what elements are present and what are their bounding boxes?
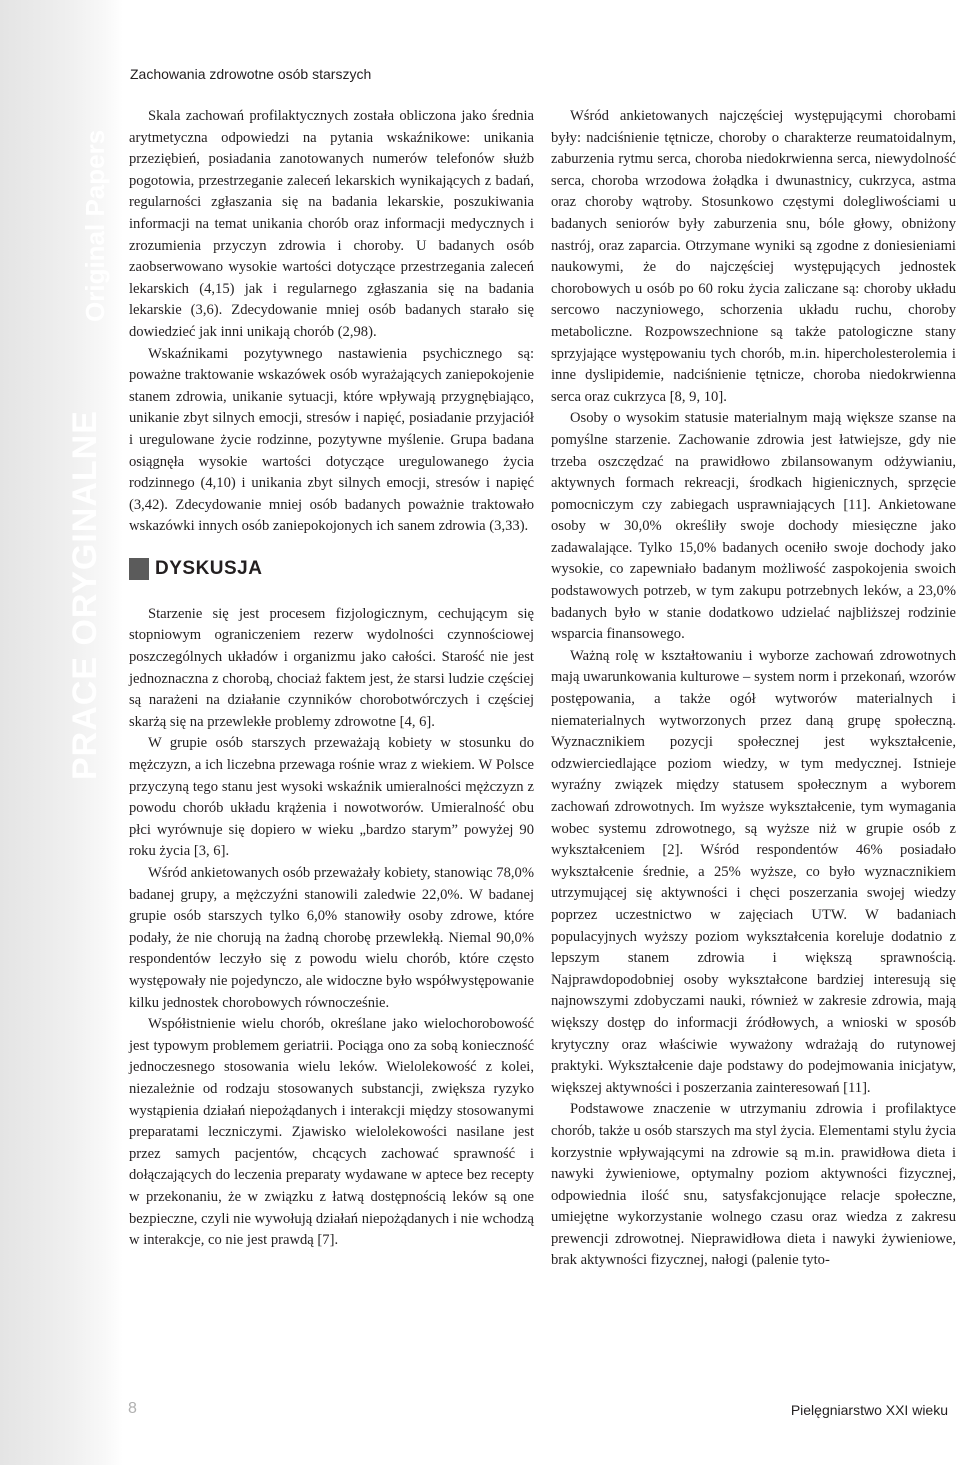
sidebar-band [0,0,123,1465]
section-heading [129,558,534,580]
running-head: Zachowania zdrowotne osób starszych [130,66,372,82]
paragraph: Wskaźnikami pozytywnego nastawienia psychicznego są: poważne traktowanie wskazówek osób wyrażających zaniepokojenie stanem zdrowia, unikanie sytuacji, które wpływają przygnębiająco, unikanie zbyt silnych emocji, stresów i napięć, posiadanie przyjaciół i uregulowane życie rodzinne, pozytywne myślenie. Grupa badana osiągnęła wysokie wartości dotyczące uregulowanego życia rodzinnego (4,10) i unikania zbyt silnych emocji, stresów i napięć (3,42). Zdecydowanie mniej osób badanych poważnie traktowało wskazówki innych osób zaniepokojonych ich sanem zdrowia (3,33). [129,345,534,535]
paragraph: Podstawowe znaczenie w utrzymaniu zdrowia i profilaktyce chorób, także u osób starszych ma styl życia. Elementami stylu życia korzystnie wpływającymi na zdrowie są m.in. prawidłowa dieta i nawyki żywieniowe, optymalny poziom aktywności fizycznej, odpowiednia ilość snu, satysfakcjonujące relacje społeczne, umiejętne wykorzystanie wolnego czasu oraz wiedza z zakresu prewencji zdrowotnej. Nieprawidłowa dieta i nawyki żywieniowe, brak aktywności fizycznej, nałogi (palenie tyto- [551,1101,956,1269]
paragraph: Starzenie się jest procesem fizjologicznym, cechującym się stopniowym ograniczeniem rezerw wydolności czynnościowej poszczególnych układów i organizmu jako całości. Starość nie jest jednoznaczna z chorobą, chociaż faktem jest, że starsi ludzie częściej są narażeni na działanie czynników chorobotwórczych i częściej skarżą się na przewlekłe problemy zdrowotne [4, 6]. [129,605,534,730]
paragraph: W grupie osób starszych przeważają kobiety w stosunku do mężczyzn, a ich liczebna przewaga rośnie wraz z wiekiem. W Polsce przyczyną tego stanu jest wysoki wskaźnik umieralności mężczyzn z powodu chorób układu krążenia i nowotworów. Umieralność obu płci wyrównuje się dopiero w wieku „bardzo starym” powyżej 90 roku życia [3, 6]. [129,735,534,860]
paragraph: Osoby o wysokim statusie materialnym mają większe szanse na pomyślne starzenie. Zachowanie zdrowia jest łatwiejsze, gdy nie trzeba oszczędzać na prawidłowo zbilansowanym odżywianiu, aktywnych formach rekreacji, środkach higienicznych, sprzęcie pomocniczym czy zabiegach usprawniających [11]. Ankietowane osoby w 30,0% określiły swoje dochody miesięczne jako zadawalające. Tylko 15,0% badanych oceniło swoje dochody jako wysokie, co zapewniało badanym możliwość zaspokojenia swoich podstawowych potrzeb, w tym zakupu potrzebnych leków, a 23,0% badanych było w stanie dodatkowo udzielać najbliższej rodzinie wsparcia finansowego. [551,410,956,643]
paragraph: Wśród ankietowanych najczęściej występującymi chorobami były: nadciśnienie tętnicze, choroby o charakterze reumatoidalnym, zaburzenia rytmu serca, choroba niedokrwienna serca, niewydolność serca, choroba wrzodowa żołądka i dwunastnicy, cukrzyca, astma oraz choroby wątroby. Stosunkowo częstymi dolegliwościami u badanych seniorów były zaburzenia snu, bóle głowy, obniżony nastrój, oraz zaparcia. Otrzymane wyniki są zgodne z doniesieniami naukowymi, że do najczęściej występujących jednostek chorobowych u osób po 60 roku życia zaliczane są: choroby układu sercowo naczyniowego, schorzenia układu ruchu, choroby metaboliczne. Rozpowszechnione są także patologiczne stany sprzyjające występowaniu tych chorób, m.in. hipercholesterolemia i inne dyslipidemie, nadciśnienie tętnicze, choroba niedokrwienna serca oraz cukrzyca [8, 9, 10]. [551,108,956,405]
paragraph: Współistnienie wielu chorób, określane jako wielochorobowość jest typowym problemem geriatrii. Pociąga ono za sobą konieczność jednoczesnego stosowania wielu leków. Wielolekowość z kolei, niezależnie od rodzaju stosowanych substancji, zwiększa ryzyko wystąpienia działań niepożądanych i interakcji między stosowanymi preparatami leczniczymi. Zjawisko wielolekowości nasilane jest przez samych pacjentów, chcących zachować sprawność i dołączających do leczenia preparaty wydawane w aptece bez recepty w przekonaniu, że w związku z łatwą dostępnością leków są one bezpieczne, czyli nie wywołują działań niepożądanych i nie wchodzą w interakcje, co nie jest prawdą [7]. [129,1016,534,1249]
paragraph: Wśród ankietowanych osób przeważały kobiety, stanowiąc 78,0% badanej grupy, a mężczyźni stanowili zaledwie 22,0%. W badanej grupie osób starszych tylko 6,0% stanowiły osoby zdrowe, które podały, że nie chorują na żadną chorobę przewlekłą. Niemal 90,0% respondentów leczyło się z powodu wielu chorób, które często występowały nie pojedynczo, ale widoczne było współwystępowanie kilku jednostek chorobowych równocześnie. [129,865,534,1011]
right-column [551,106,956,1272]
journal-name: Pielęgniarstwo XXI wieku [790,1402,948,1418]
section-label-vertical: PRACE ORYGINALNE [66,410,104,780]
paragraph: Skala zachowań profilaktycznych została obliczona jako średnia arytmetyczna odpowiedzi na pytania wskaźnikowe: unikania przeziębień, posiadania zanotowanych numerów telefonów służb pogotowia, przestrzeganie zaleceń lekarskich wynikających z badań, regularności zgłaszania się na badania lekarskie, poszukiwania informacji na temat unikania chorób oraz informacji medycznych i zrozumienia przyczyn zdrowia i choroby. U badanych osób zaobserwowano wysokie wartości dotyczące przestrzegania zaleceń lekarskich (4,15) jak i regularnego zgłaszania się na badania lekarskie (3,6). Zdecydowanie mniej osób badanych starało się dowiedzieć jak inni unikają chorób (2,98). [129,108,534,340]
section-marker [129,558,149,580]
page-number: 8 [128,1400,137,1417]
paragraph: Ważną rolę w kształtowaniu i wyborze zachowań zdrowotnych mają uwarunkowania kulturowe – system norm i przekonań, wzorów postępowania, a także ogół wytworów materialnych i niematerialnych wytworzonych przez daną grupę społeczną. Wyznacznikiem pozycji społecznej jest wykształcenie, odzwierciedlające poziom wiedzy, w tym medycznej. Istnieje wyraźny związek między statusem społecznym a wyborem zachowań zdrowotnych. Im wyższe wykształcenie, tym wymagania wobec systemu zdrowotnego, są wyższe niż w grupie osób z wykształceniem [2]. Wśród respondentów 46% posiadało wykształcenie średnie, a 25% wyższe, co było wyznacznikiem utrzymującej się aktywności i chęci poszerzania swojej wiedzy poprzez uczestnictwo w zajęciach UTW. W badaniach populacyjnych wyższy poziom wykształcenia koreluje dodatnio z lepszym stanem zdrowia i większą sprawnością. Najprawdopodobniej osoby wykształcone bardziej interesują się najnowszymi zdobyczami nauki, również w zakresie zdrowia, mają większy dostęp do informacji źródłowych, a wnioski w sposób krytyczny oraz właściwie wyważony wdrażają do rutynowej praktyki. Wykształcenie daje podstawy do podejmowania inicjatyw, większej aktywności i poszerzania zainteresowań [11]. [551,647,956,1096]
section-label-english-vertical: Original Papers [80,129,110,322]
left-column [129,106,534,1252]
section-title: DYSKUSJA [155,558,263,580]
